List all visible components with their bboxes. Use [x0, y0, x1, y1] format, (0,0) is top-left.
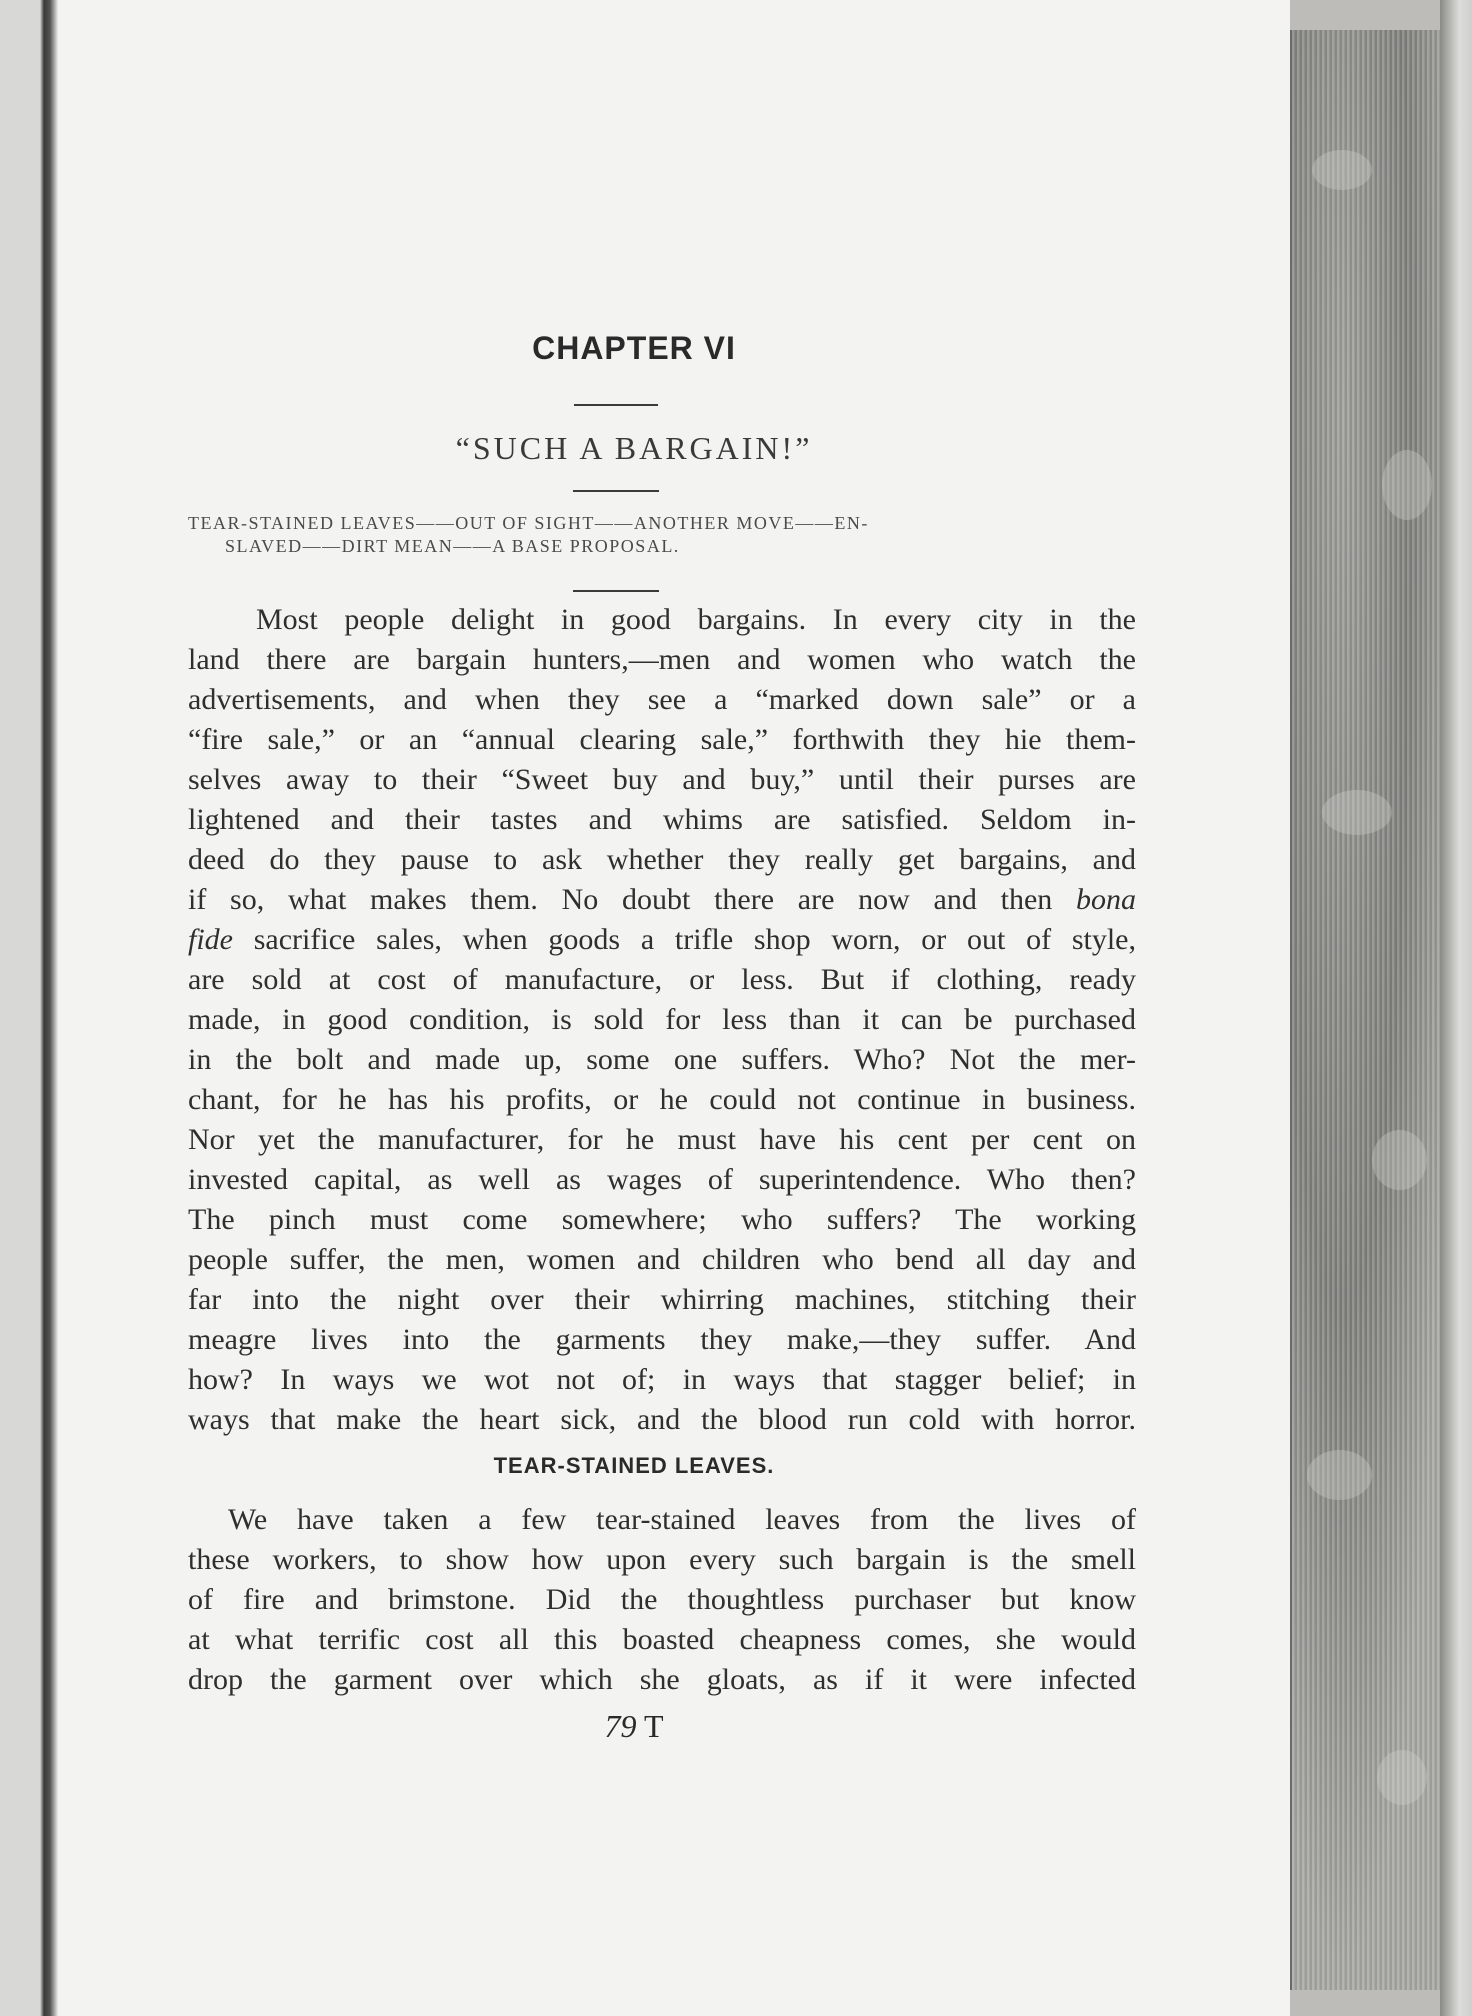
chapter-synopsis — [188, 512, 1138, 558]
rule-3 — [573, 590, 659, 592]
text-line: land there are bargain hunters,—men and women who watch the — [188, 643, 1136, 676]
text-line: ways that make the heart sick, and the blood run cold with horror. — [188, 1403, 1136, 1436]
italic-word: bona — [1076, 883, 1136, 916]
book-page — [58, 0, 1290, 2016]
page-number — [58, 1708, 1210, 1745]
text-line: meagre lives into the garments they make,—they suffer. And — [188, 1323, 1136, 1356]
text-line: of fire and brimstone. Did the thoughtless purchaser but know — [188, 1583, 1136, 1616]
text-line: are sold at cost of manufacture, or less. But if clothing, ready — [188, 963, 1136, 996]
paragraph-2 — [188, 1500, 1136, 1700]
text-fragment: sacrifice sales, when goods a trifle shop worn, or out of style, — [233, 923, 1136, 956]
chapter-title: “SUCH A BARGAIN!” — [455, 430, 813, 466]
text-line: chant, for he has his profits, or he could not continue in business. — [188, 1083, 1136, 1116]
text-line — [188, 880, 1136, 920]
text-line: The pinch must come somewhere; who suffers? The working — [188, 1203, 1136, 1236]
page-edges — [1290, 30, 1462, 1990]
synopsis-line-1: TEAR-STAINED LEAVES——OUT OF SIGHT——ANOTHER MOVE——EN- — [188, 513, 869, 533]
text-line: Nor yet the manufacturer, for he must have his cent per cent on — [188, 1123, 1136, 1156]
text-line: Most people delight in good bargains. In every city in the — [256, 603, 1136, 636]
text-fragment: if so, what makes them. No doubt there are now and then — [188, 883, 1076, 916]
text-line: people suffer, the men, women and children who bend all day and — [188, 1243, 1136, 1276]
text-line: these workers, to show how upon every such bargain is the smell — [188, 1543, 1136, 1576]
text-line: advertisements, and when they see a “marked down sale” or a — [188, 683, 1136, 716]
text-line: lightened and their tastes and whims are satisfied. Seldom in- — [188, 803, 1136, 836]
page-marker: T — [643, 1708, 664, 1744]
page-number-value: 79 — [604, 1708, 637, 1744]
chapter-heading: CHAPTER VI — [532, 330, 736, 366]
text-line: We have taken a few tear-stained leaves from the lives of — [228, 1503, 1136, 1536]
book-gutter — [0, 0, 58, 2016]
section-subheading: TEAR-STAINED LEAVES. — [493, 1453, 775, 1478]
text-line: deed do they pause to ask whether they really get bargains, and — [188, 843, 1136, 876]
text-line: “fire sale,” or an “annual clearing sale,” forthwith they hie them- — [188, 723, 1136, 756]
text-line: made, in good condition, is sold for less than it can be purchased — [188, 1003, 1136, 1036]
book-cover-edge — [1440, 0, 1472, 2016]
text-line — [188, 920, 1136, 960]
paragraph-1 — [188, 600, 1136, 1440]
italic-word: fide — [188, 923, 233, 956]
text-line: at what terrific cost all this boasted cheapness comes, she would — [188, 1623, 1136, 1656]
text-line: far into the night over their whirring machines, stitching their — [188, 1283, 1136, 1316]
rule-1 — [574, 404, 658, 406]
text-line: selves away to their “Sweet buy and buy,” until their purses are — [188, 763, 1136, 796]
text-line: in the bolt and made up, some one suffers. Who? Not the mer- — [188, 1043, 1136, 1076]
text-line: how? In ways we wot not of; in ways that stagger belief; in — [188, 1363, 1136, 1396]
text-line: drop the garment over which she gloats, as if it were infected — [188, 1663, 1136, 1696]
text-line: invested capital, as well as wages of superintendence. Who then? — [188, 1163, 1136, 1196]
rule-2 — [573, 490, 659, 492]
synopsis-line-2: SLAVED——DIRT MEAN——A BASE PROPOSAL. — [225, 536, 680, 556]
